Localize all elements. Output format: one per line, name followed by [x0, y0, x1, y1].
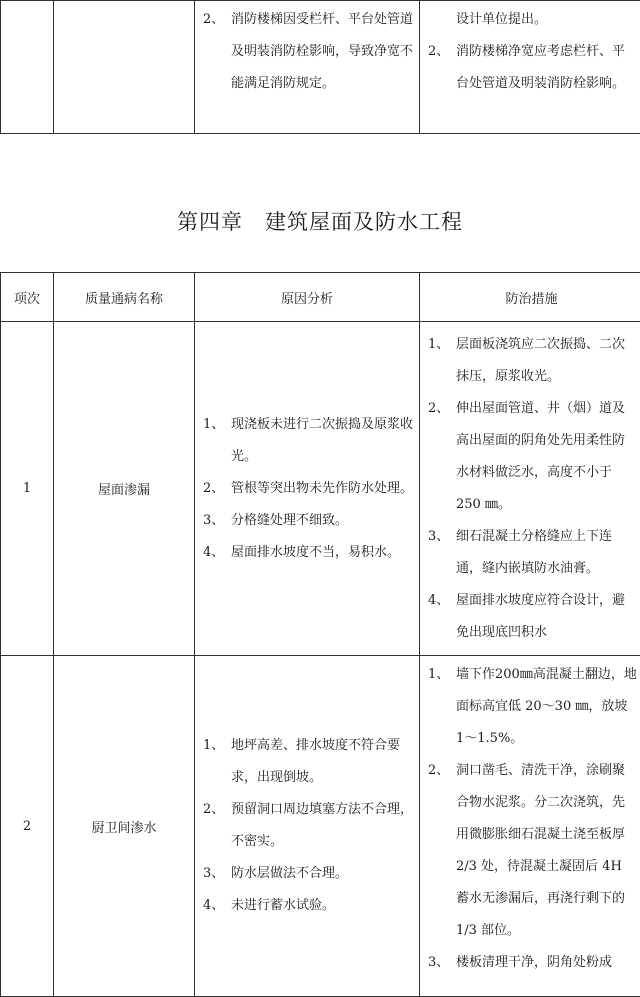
row-index: 2 [1, 656, 54, 997]
row-name: 厨卫间渗水 [54, 656, 195, 997]
chapter-number: 第四章 [177, 210, 243, 234]
cause-item: 2、 预留洞口周边填塞方法不合理，不密实。 [195, 794, 419, 858]
measure-item: 2、 消防楼梯净宽应考虑栏杆、平台处管道及明装消防栓影响。 [420, 36, 640, 100]
chapter-name: 建筑屋面及防水工程 [265, 210, 463, 234]
measure-item: 设计单位提出。 [420, 4, 640, 36]
measure-item: 4、 屋面排水坡度应符合设计，避免出现底凹积水 [420, 585, 640, 649]
header-name: 质量通病名称 [54, 273, 195, 322]
cause-cell [195, 656, 420, 997]
measure-cell [420, 1, 640, 134]
measure-item: 1、 层面板浇筑应二次振捣、二次抹压，原浆收光。 [420, 329, 640, 393]
measure-item: 1、 墙下作200㎜高混凝土翻边，地面标高宜低 20～30 ㎜，放坡 1～1.5%。 [420, 659, 640, 755]
cause-item: 4、 未进行蓄水试验。 [195, 890, 419, 922]
table-row [1, 322, 640, 656]
header-measure: 防治措施 [420, 273, 640, 322]
chapter-title [0, 206, 640, 236]
row-index: 1 [1, 322, 54, 656]
header-cause: 原因分析 [195, 273, 420, 322]
header-index: 项次 [1, 273, 54, 322]
cause-item: 3、 分格缝处理不细致。 [195, 505, 419, 537]
row-name: 屋面渗漏 [54, 322, 195, 656]
cause-item: 4、 屋面排水坡度不当，易积水。 [195, 537, 419, 569]
cause-item: 1、 地坪高差、排水坡度不符合要求，出现倒坡。 [195, 730, 419, 794]
measure-item: 3、 楼板清理干净，阴角处粉成 [420, 947, 640, 979]
cause-item: 1、 现浇板未进行二次振捣及原浆收光。 [195, 409, 419, 473]
table-row [1, 656, 640, 997]
quality-defects-table [0, 272, 640, 997]
table-header-row [1, 273, 640, 322]
measure-item: 2、 伸出屋面管道、井（烟）道及高出屋面的阴角处先用柔性防水材料做泛水，高度不小于 250 ㎜。 [420, 393, 640, 521]
measure-cell [420, 656, 640, 997]
cause-cell [195, 1, 420, 134]
name-cell [54, 1, 195, 134]
measure-item: 2、 洞口凿毛、清洗干净，涂刷聚合物水泥浆。分二次浇筑，先用微膨胀细石混凝土浇至板厚 2/3 处，待混凝土凝固后 4H 蓄水无渗漏后，再浇行剩下的 1/3 部位。 [420, 755, 640, 947]
measure-cell [420, 322, 640, 656]
index-cell [1, 1, 54, 134]
cause-cell [195, 322, 420, 656]
cause-item: 2、 消防楼梯因受栏杆、平台处管道及明装消防栓影响，导致净宽不能满足消防规定。 [195, 4, 419, 100]
measure-item: 3、 细石混凝土分格缝应上下连通，缝内嵌填防水油膏。 [420, 521, 640, 585]
cause-item: 2、 管根等突出物未先作防水处理。 [195, 473, 419, 505]
continued-table [0, 0, 640, 134]
cause-item: 3、 防水层做法不合理。 [195, 858, 419, 890]
